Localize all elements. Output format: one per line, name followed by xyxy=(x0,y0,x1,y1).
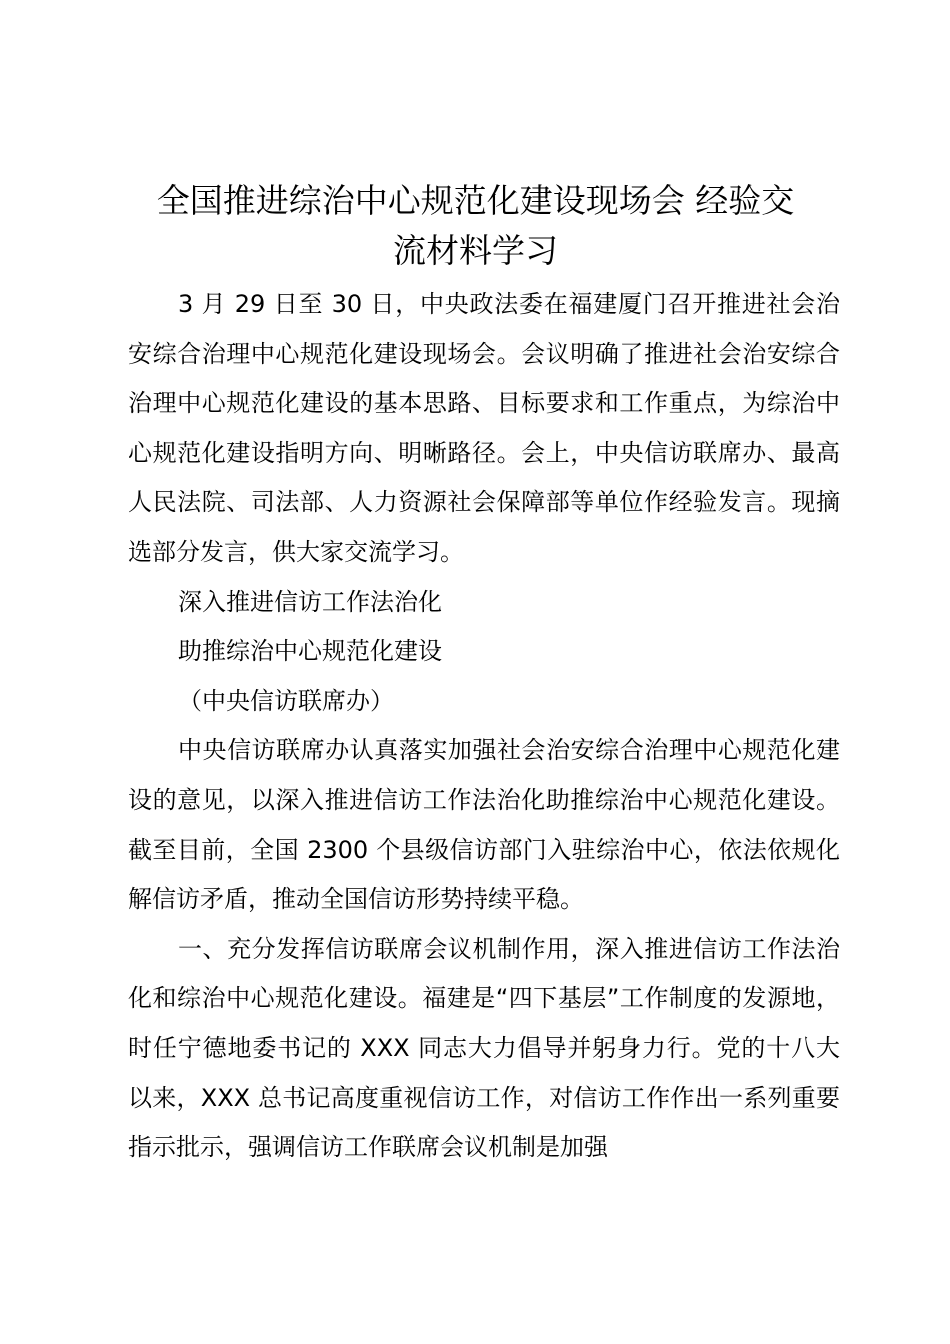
paragraph-intro: 3 月 29 日至 30 日，中央政法委在福建厦门召开推进社会治安综合治理中心规范化建设现场会。会议明确了推进社会治安综合治理中心规范化建设的基本思路、目标要求和工作重点，为综治中心规范化建设指明方向、明晰路径。会上，中央信访联席办、最高人民法院、司法部、人力资源社会保障部等单位作经验发言。现摘选部分发言，供大家交流学习。 xyxy=(128,290,840,566)
title-line-1: 全国推进综治中心规范化建设现场会 经验交 xyxy=(156,181,795,220)
paragraph-point-one: 一、充分发挥信访联席会议机制作用，深入推进信访工作法治化和综治中心规范化建设。福建是“四下基层”工作制度的发源地，时任宁德地委书记的 XXX 同志大力倡导并躬身力行。党的十八大以来，XXX 总书记高度重视信访工作，对信访工作作出一系列重要指示批示，强调信访工作联席会议机制是加强 xyxy=(128,934,840,1162)
document-title xyxy=(118,176,833,276)
paragraph-overview: 中央信访联席办认真落实加强社会治安综合治理中心规范化建设的意见，以深入推进信访工作法治化助推综治中心规范化建设。截至目前，全国 2300 个县级信访部门入驻综治中心，依法依规化解信访矛盾，推动全国信访形势持续平稳。 xyxy=(128,736,840,914)
section-heading-line-2: 助推综治中心规范化建设 xyxy=(178,637,442,666)
title-line-2: 流材料学习 xyxy=(393,231,558,270)
document-body xyxy=(128,280,840,1173)
section-heading-line-1: 深入推进信访工作法治化 xyxy=(178,587,442,616)
section-source: （中央信访联席办） xyxy=(178,686,394,715)
